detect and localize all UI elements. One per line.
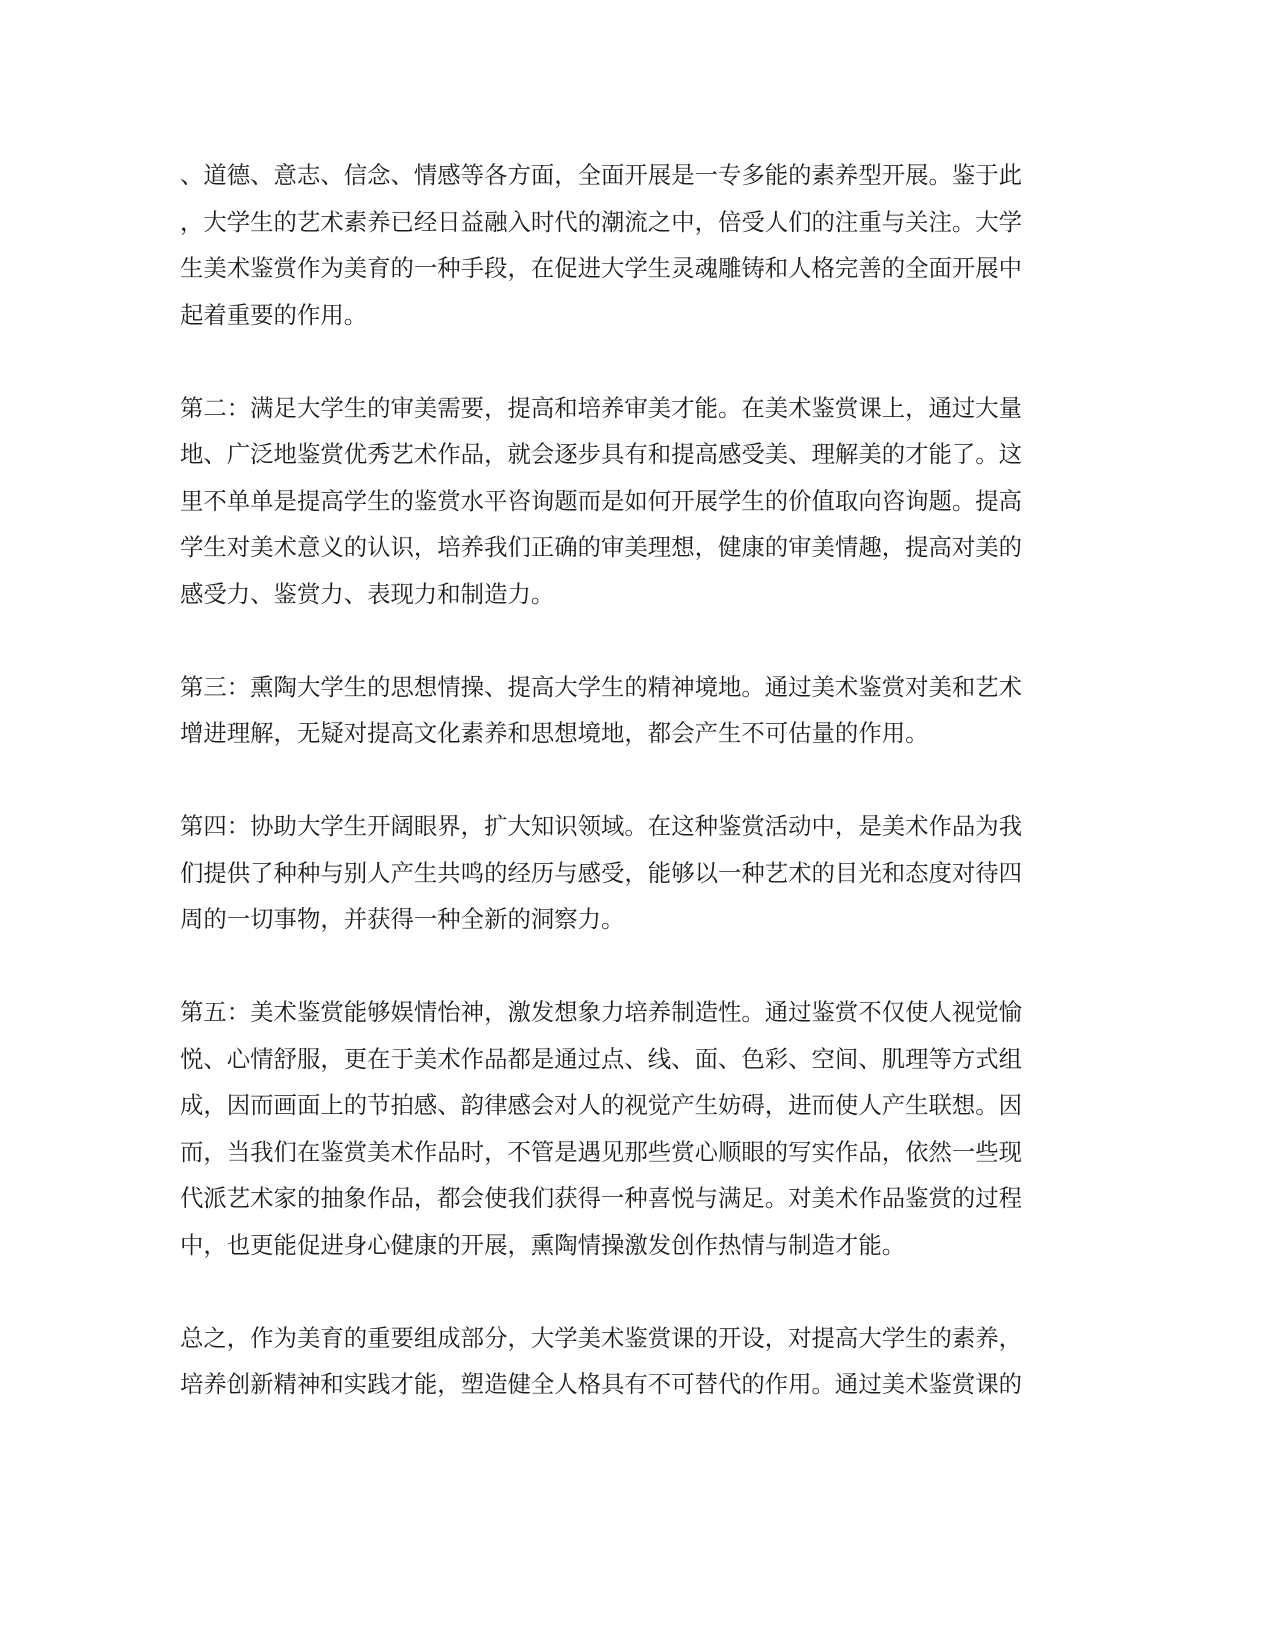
paragraph-fourth-point: [180, 803, 1055, 943]
text-line: 代派艺术家的抽象作品，都会使我们获得一种喜悦与满足。对美术作品鉴赏的过程: [180, 1184, 1023, 1212]
text-line: 起着重要的作用。: [180, 300, 368, 329]
document-body: [180, 152, 1055, 1408]
text-line: 而，当我们在鉴赏美术作品时，不管是遇见那些赏心顺眼的写实作品，依然一些现: [180, 1137, 1023, 1166]
text-line: 周的一切事物，并获得一种全新的洞察力。: [180, 905, 625, 933]
text-line: 中，也更能促进身心健康的开展，熏陶情操激发创作热情与制造才能。: [180, 1230, 906, 1259]
text-line: ，大学生的艺术素养已经日益融入时代的潮流之中，倍受人们的注重与关注。大学: [180, 207, 1023, 236]
paragraph-spacer: [180, 943, 1055, 990]
paragraph-spacer: [180, 757, 1055, 804]
text-line: 总之，作为美育的重要组成部分，大学美术鉴赏课的开设，对提高大学生的素养，: [180, 1323, 1023, 1352]
text-line: 、道德、意志、信念、情感等各方面，全面开展是一专多能的素养型开展。鉴于此: [180, 161, 1023, 189]
paragraph-spacer: [180, 338, 1055, 385]
text-line: 生美术鉴赏作为美育的一种手段，在促进大学生灵魂雕铸和人格完善的全面开展中: [180, 254, 1023, 282]
paragraph-spacer: [180, 1268, 1055, 1315]
text-line: 第三：熏陶大学生的思想情操、提高大学生的精神境地。通过美术鉴赏对美和艺术: [180, 672, 1023, 701]
text-line: 第二：满足大学生的审美需要，提高和培养审美才能。在美术鉴赏课上，通过大量: [180, 393, 1023, 422]
text-line: 成，因而画面上的节拍感、韵律感会对人的视觉产生妨碍，进而使人产生联想。因: [180, 1091, 1023, 1119]
text-line: 第五：美术鉴赏能够娱情怡神，激发想象力培养制造性。通过鉴赏不仅使人视觉愉: [180, 998, 1023, 1026]
text-line: 培养创新精神和实践才能，塑造健全人格具有不可替代的作用。通过美术鉴赏课的: [180, 1370, 1023, 1398]
paragraph-second-point: [180, 385, 1055, 618]
text-line: 学生对美术意义的认识，培养我们正确的审美理想，健康的审美情趣，提高对美的: [180, 533, 1023, 561]
text-line: 感受力、鉴赏力、表现力和制造力。: [180, 579, 555, 608]
paragraph-third-point: [180, 664, 1055, 757]
text-line: 第四：协助大学生开阔眼界，扩大知识领域。在这种鉴赏活动中，是美术作品为我: [180, 812, 1023, 840]
paragraph-intro-continuation: [180, 152, 1055, 338]
text-line: 增进理解，无疑对提高文化素养和思想境地，都会产生不可估量的作用。: [180, 719, 929, 747]
paragraph-fifth-point: [180, 989, 1055, 1268]
paragraph-spacer: [180, 617, 1055, 664]
text-line: 里不单单是提高学生的鉴赏水平咨询题而是如何开展学生的价值取向咨询题。提高: [180, 486, 1023, 515]
text-line: 地、广泛地鉴赏优秀艺术作品，就会逐步具有和提高感受美、理解美的才能了。这: [180, 440, 1023, 468]
text-line: 悦、心情舒服，更在于美术作品都是通过点、线、面、色彩、空间、肌理等方式组: [180, 1044, 1023, 1073]
paragraph-conclusion: [180, 1315, 1055, 1408]
text-line: 们提供了种种与别人产生共鸣的经历与感受，能够以一种艺术的目光和态度对待四: [180, 858, 1023, 887]
